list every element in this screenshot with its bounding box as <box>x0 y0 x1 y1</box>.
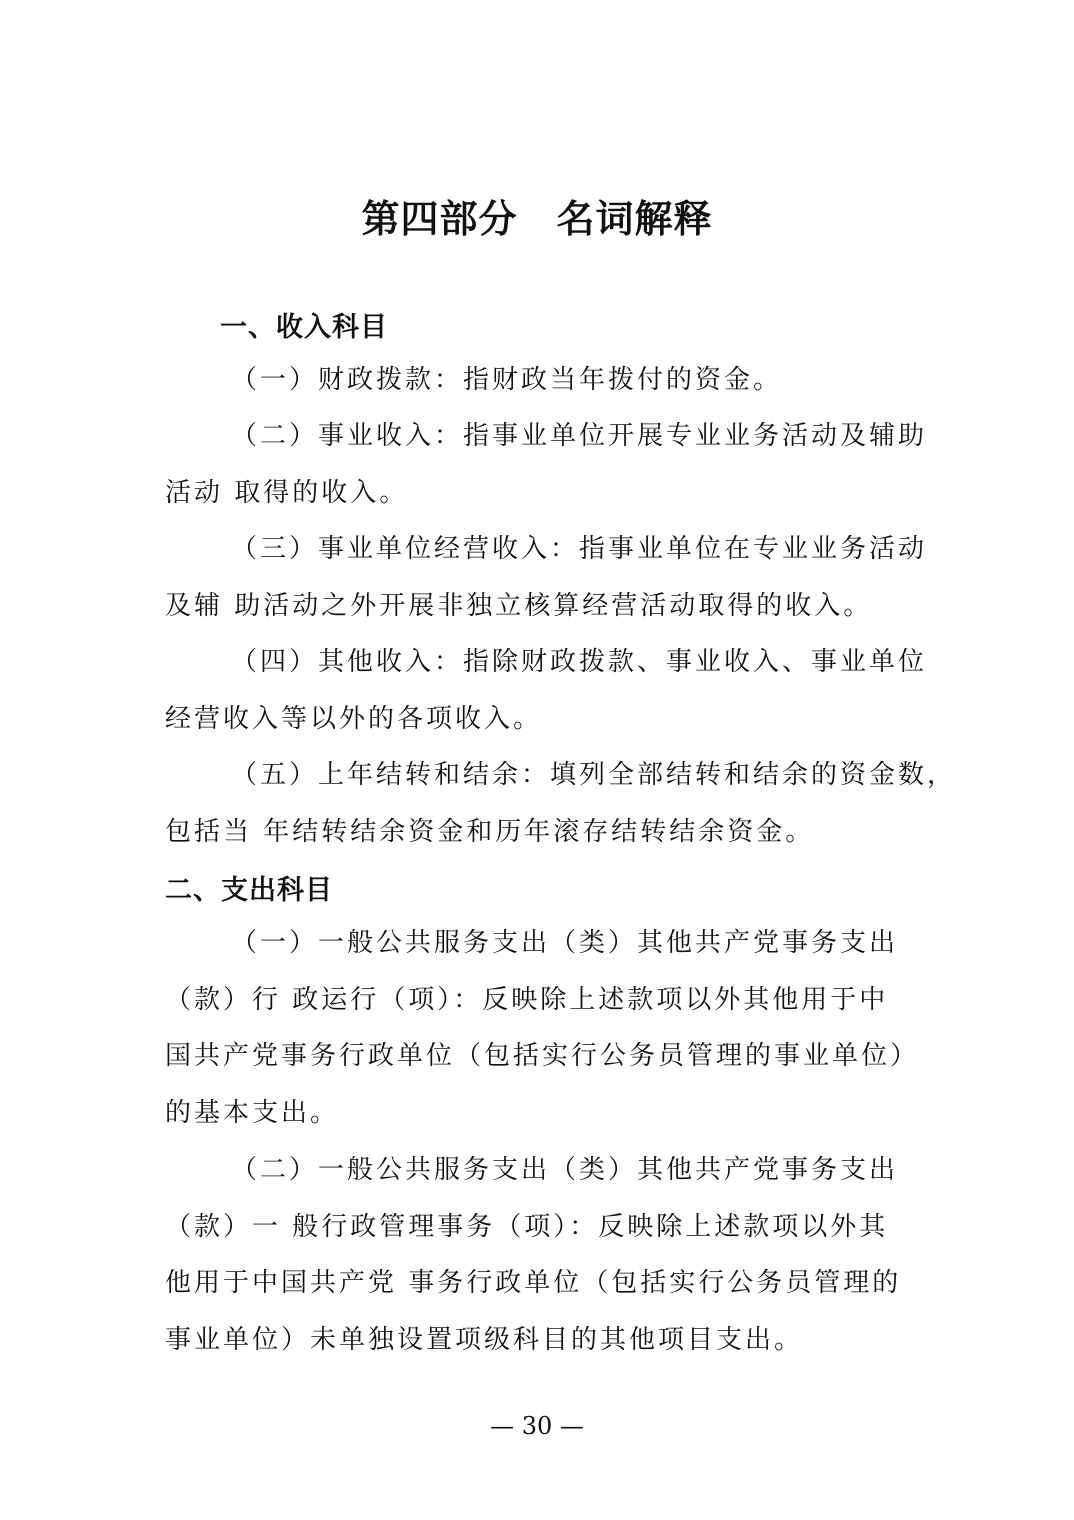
paragraph-expenditure-2 <box>165 1142 917 1368</box>
section-heading-expenditure: 二、支出科目 <box>165 875 333 906</box>
paragraph-line: 及辅 助活动之外开展非独立核算经营活动取得的收入。 <box>165 590 873 621</box>
paragraph-income-3 <box>165 521 928 634</box>
paragraph-line: （款）一 般行政管理事务（项）：反映除上述款项以外其 <box>165 1211 889 1242</box>
paragraph-line: 国共产党事务行政单位（包括实行公务员管理的事业单位） <box>165 1041 920 1071</box>
paragraph-line: （五）上年结转和结余：填列全部结转和结余的资金数， <box>231 760 957 790</box>
paragraph-line: （一）一般公共服务支出（类）其他共产党事务支出 <box>231 928 899 958</box>
paragraph-line: 事业单位）未单独设置项级科目的其他项目支出。 <box>165 1324 804 1355</box>
paragraph-income-2 <box>165 408 928 521</box>
paragraph-line: （二）一般公共服务支出（类）其他共产党事务支出 <box>231 1155 899 1185</box>
section-heading-income: 一、收入科目 <box>220 312 388 343</box>
paragraph-line: （三）事业单位经营收入：指事业单位在专业业务活动 <box>231 534 928 564</box>
paragraph-expenditure-1 <box>165 915 920 1141</box>
paragraph-line: （四）其他收入：指除财政拨款、事业收入、事业单位 <box>231 647 928 677</box>
paragraph-line: （一）财政拨款：指财政当年拨付的资金。 <box>231 365 783 395</box>
paragraph-income-4 <box>165 634 928 747</box>
paragraph-line: （款）行 政运行（项）：反映除上述款项以外其他用于中 <box>165 984 889 1015</box>
paragraph-line: 的基本支出。 <box>165 1097 340 1128</box>
paragraph-line: 包括当 年结转结余资金和历年滚存结转结余资金。 <box>165 816 815 847</box>
paragraph-income-5 <box>165 747 957 860</box>
page-number: — 30 — <box>490 1412 584 1440</box>
paragraph-income-1 <box>165 352 917 409</box>
page-title: 第四部分 名词解释 <box>361 197 713 241</box>
paragraph-line: 经营收入等以外的各项收入。 <box>165 703 543 734</box>
paragraph-line: 他用于中国共产党 事务行政单位（包括实行公务员管理的 <box>165 1268 902 1298</box>
paragraph-line: （二）事业收入：指事业单位开展专业业务活动及辅助 <box>231 421 928 451</box>
paragraph-line: 活动 取得的收入。 <box>165 477 409 508</box>
